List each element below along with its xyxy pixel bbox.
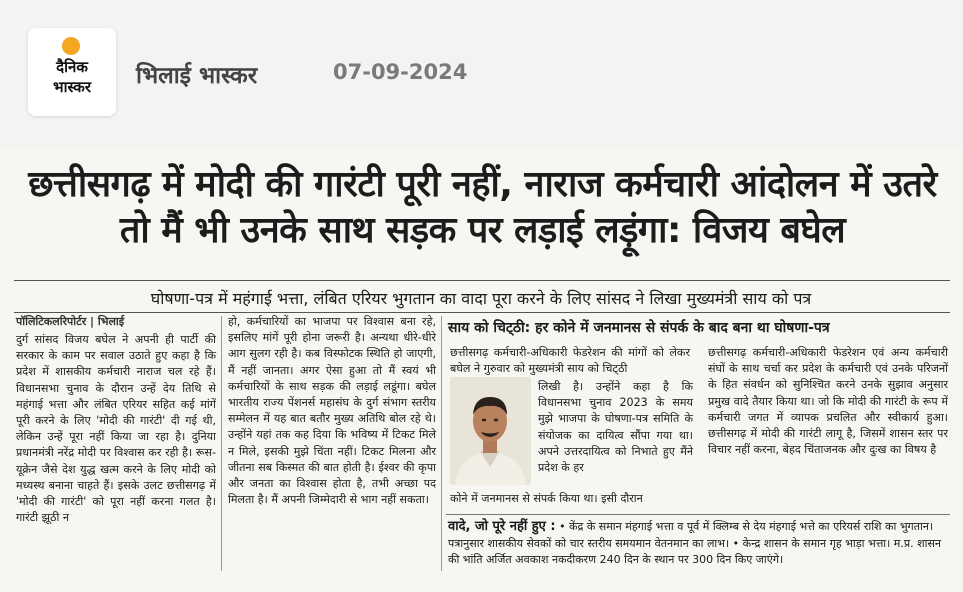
promises-label: वादे, जो पूरे नहीं हुए : — [448, 519, 556, 534]
column-divider — [221, 316, 222, 571]
dainik-bhaskar-logo — [28, 28, 116, 116]
promises-text: • केंद्र के समान मंहगाई भत्ता व पूर्व में क्लिम्ब से देय मंहगाई भत्ते का एरियर्स राशि का भुगतान। पत्रानुसार शासकीय सेवकों को चार स्तरीय समयमान वेतनमान का लाभ। • केन्द्र शासन के समान गृह भाड़ा भत्ता। म.प्र. शासन की भांति अर्जित अवकाश नकदीकरण 240 दिन के स्थान पर 300 दिन किए जाएंगे। — [448, 520, 942, 566]
column-2-text: हो, कर्मचारियों का भाजपा पर विश्वास बना रहे, इसलिए मांगें पूरी होना जरूरी है। अन्यथा धीरे-धीरे आग सुलग रही है। कब विस्फोटक स्थिति हो जाएगी, मैं नहीं जानता। अगर ऐसा हुआ तो मैं स्वयं भी कर्मचारियों के साथ सड़क की लड़ाई लडूंगा। बघेल भारतीय राज्य पेंशनर्स महासंघ के दुर्ग संभाग स्तरीय सम्मेलन में यह बात बतौर मुख्य अतिथि बोल रहे थे। उन्होंने यहां तक कह दिया कि भविष्य में टिकट मिले न मिले, इसकी मुझे चिंता नहीं। टिकट मिलना और जीतना सब किस्मत की बात होती है। ईश्वर की कृपा और जनता का विश्वास होता है, तभी अच्छा पद मिलता है। मैं अपनी जिम्मेदारी से भाग नहीं सकता। — [228, 315, 436, 507]
sidebox-text-a-top: छत्तीसगढ़ कर्मचारी-अधिकारी फेडरेशन की मांगों को लेकर बघेल ने गुरुवार को मुख्यमंत्री साय को चिट्‌ठी — [450, 346, 690, 376]
sidebox-text-b: छत्तीसगढ़ कर्मचारी-अधिकारी फेडरेशन एवं अन्य कर्मचारी संघों के साथ चर्चा कर प्रदेश के कर्मचारी एवं उनके परिजनों के हित संवर्धन को सुनिश्चित करने उनके सुझाव अनुसार प्रमुख वादे तैयार किया था। जो कि मोदी की गारंटी के रूप में कर्मचारी जगत में व्यापक प्रचलित और स्वीकार्य हुआ। छत्तीसगढ़ में मोदी की गारंटी लागू है, जिसमें शासन स्तर पर विचार नहीं करना, बेहद चिंताजनक और दुःख का विषय है — [708, 346, 948, 457]
divider — [14, 280, 950, 281]
subheadline: घोषणा-पत्र में महंगाई भत्ता, लंबित एरियर भुगतान का वादा पूरा करने के लिए सांसद ने लिखा मुख्यमंत्री साय को पत्र — [150, 289, 812, 308]
edition-date: 07-09-2024 — [333, 60, 468, 84]
headline: छत्तीसगढ़ में मोदी की गारंटी पूरी नहीं, नाराज कर्मचारी आंदोलन में उतरे तो मैं भी उनके साथ सड़क पर लड़ाई लड़ूंगा: विजय बघेल — [28, 164, 937, 251]
sidebox-column-a-bottom — [450, 491, 690, 507]
sun-icon — [62, 37, 80, 55]
logo-line-1: दैनिक — [56, 58, 88, 76]
divider — [446, 514, 950, 515]
sidebox-text-a-bottom: कोने में जनमानस से संपर्क किया था। इसी दौरान — [450, 492, 643, 505]
sidebox-title: साय को चिट्‌ठी: हर कोने में जनमानस से संपर्क के बाद बना था घोषणा-पत्र — [448, 320, 830, 336]
sidebox-column-a-top — [450, 345, 690, 377]
unfulfilled-promises — [448, 519, 948, 569]
edition-name: भिलाई भास्कर — [136, 63, 258, 89]
sidebox-column-b — [708, 345, 948, 458]
article-column-2 — [228, 314, 436, 508]
vijay-baghel-photo — [450, 377, 531, 485]
column-1-text: दुर्ग सांसद विजय बघेल ने अपनी ही पार्टी की सरकार के काम पर सवाल उठाते हुए कहा है कि प्रदेश में शासकीय कर्मचारी नाराज चल रहे हैं। विधानसभा चुनाव के दौरान उन्हें देय तिथि से महंगाई भत्ता और लंबित एरियर सहित कई मांगें पूरी करने के लिए 'मोदी की गारंटी' दी गई थी, लेकिन उन्हें पूरा नहीं किया जा रहा है। दुनिया प्रधानमंत्री नरेंद्र मोदी पर विश्वास कर रही है। रूस-यूक्रेन जैसे देश युद्ध खत्म करने के लिए मोदी को मध्यस्थ बनाना चाहते हैं। इसके उलट छत्तीसगढ़ में 'मोदी की गारंटी' को पूरा नहीं करना गलत है। गारंटी झूठी न — [16, 333, 216, 525]
sidebox-column-a-side — [538, 379, 693, 476]
portrait-icon — [450, 377, 531, 485]
byline: पॉलिटिकलरिपोर्टर | भिलाई — [16, 315, 125, 328]
logo-line-2: भास्कर — [53, 78, 91, 96]
article-column-1 — [16, 332, 216, 526]
column-divider — [441, 316, 442, 571]
sidebox-text-a-side: लिखी है। उन्होंने कहा है कि विधानसभा चुनाव 2023 के समय मुझे भाजपा के घोषणा-पत्र समिति के संयोजक का दायित्व सौंपा गया था। अपने उत्तरदायित्व को निभाते हुए मैंने प्रदेश के हर — [538, 380, 693, 475]
divider — [14, 312, 950, 313]
